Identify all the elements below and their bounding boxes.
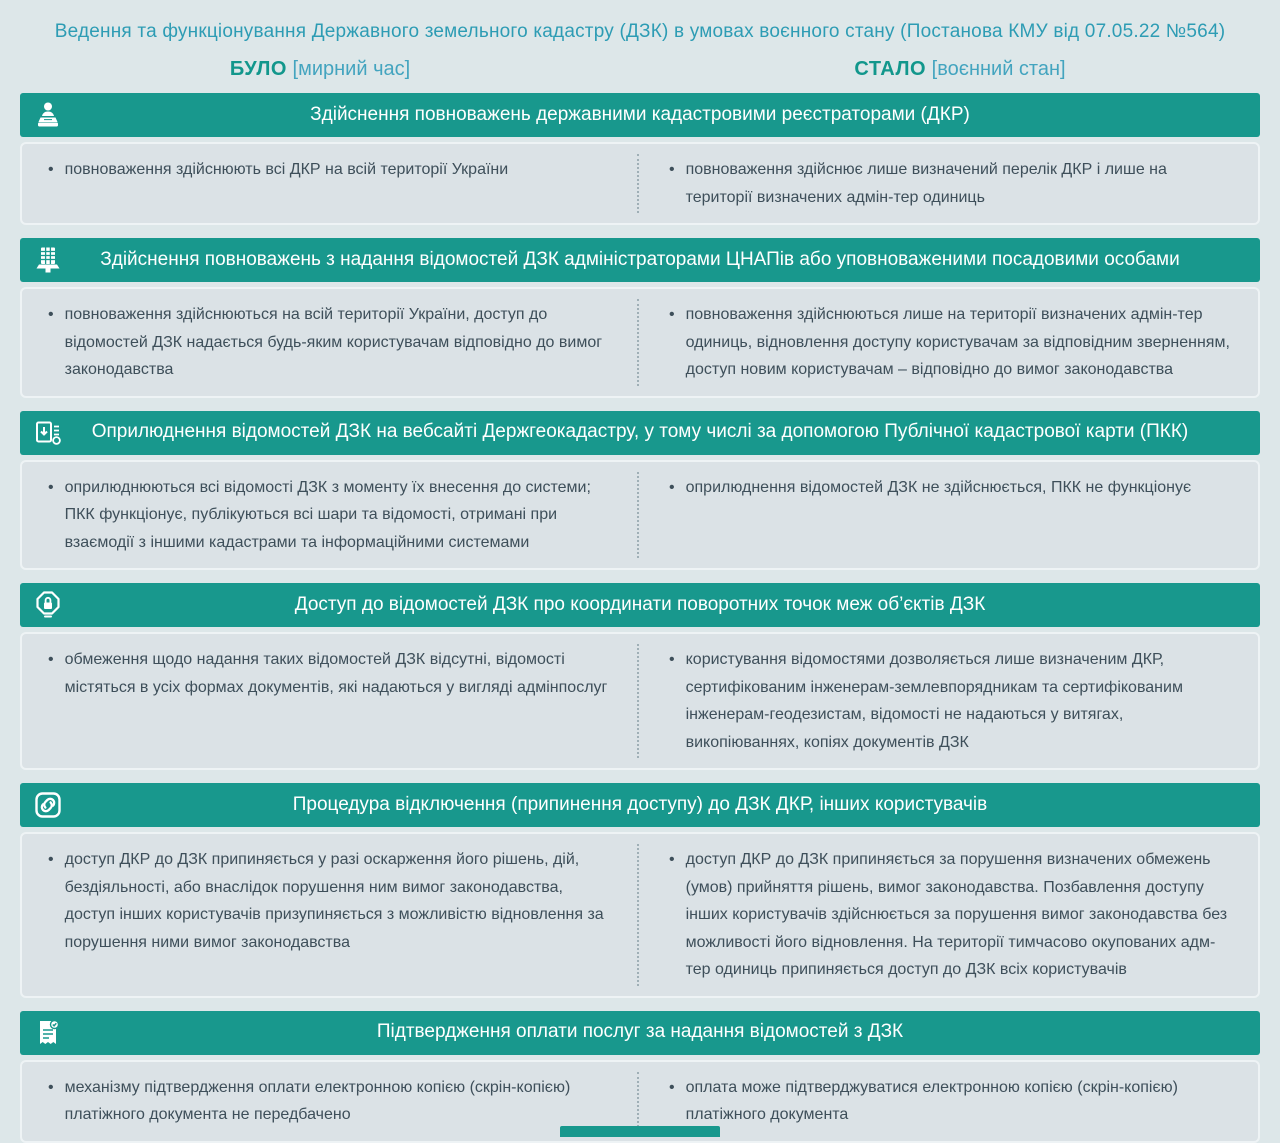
after-text: • оплата може підтверджуватися електронною копією (скрін-копією) платіжного документа xyxy=(685,1078,1178,1124)
before-column xyxy=(22,299,637,386)
before-bullet xyxy=(48,646,615,701)
before-column xyxy=(22,1072,637,1131)
before-bullet xyxy=(48,1074,615,1129)
section-header xyxy=(20,238,1260,282)
before-text: • механізму підтвердження оплати електронною копією (скрін-копією) платіжного документа не передбачено xyxy=(64,1078,571,1124)
after-bullet xyxy=(669,1074,1236,1129)
after-bullet xyxy=(669,846,1236,984)
secure-lock-icon xyxy=(31,588,65,622)
after-text: • повноваження здійснюються лише на території визначених адмін-тер одиниць, відновлення доступу користувачам за відповідним зверненням, доступ новим користувачам – відповідно до вимог законодавства xyxy=(685,306,1230,379)
section-title: Здійснення повноважень державними кадастровими реєстраторами (ДКР) xyxy=(310,103,970,125)
before-text: • повноваження здійснюють всі ДКР на всій території України xyxy=(64,161,509,178)
document-download-icon xyxy=(31,416,65,450)
column-label-before: БУЛО xyxy=(229,58,287,80)
after-column xyxy=(637,299,1258,386)
before-text: • повноваження здійснюються на всій території України, доступ до відомостей ДЗК надається будь-яким користувачам відповідно до вимог законодавства xyxy=(64,306,603,379)
section-cnap-powers xyxy=(20,238,1260,398)
before-text: • доступ ДКР до ДЗК припиняється у разі оскарження його рішень, дій, бездіяльності, або внаслідок порушення ним вимог законодавства, доступ інших користувачів призупиняється з можливістю відновлення за порушення ними вимог законодавства xyxy=(64,851,604,951)
column-headers xyxy=(0,58,1280,81)
section-disconnection-procedure xyxy=(20,783,1260,998)
after-column xyxy=(637,154,1258,213)
after-bullet xyxy=(669,301,1236,384)
after-text: • користування відомостями дозволяється лише визначеним ДКР, сертифікованим інженерам-землевпорядникам та сертифікованим інженерам-геодезистам, відомості не надаються у витягах, викопіюваннях, копіях документів ДЗК xyxy=(685,651,1183,751)
after-bullet xyxy=(669,646,1236,756)
before-bullet xyxy=(48,156,615,184)
before-column xyxy=(22,844,637,986)
payment-receipt-icon xyxy=(31,1016,65,1050)
section-title: Процедура відключення (припинення доступу) до ДЗК ДКР, інших користувачів xyxy=(292,793,988,815)
section-title: Підтвердження оплати послуг за надання відомостей з ДЗК xyxy=(376,1021,904,1043)
section-body xyxy=(20,287,1260,398)
section-header xyxy=(20,583,1260,627)
section-header xyxy=(20,93,1260,137)
section-body xyxy=(20,632,1260,770)
section-body xyxy=(20,832,1260,998)
section-publication-pkk xyxy=(20,411,1260,571)
section-title: Оприлюднення відомостей ДЗК на вебсайті Держгеокадастру, у тому числі за допомогою Публічної кадастрової карти (ПКК) xyxy=(91,421,1189,443)
broken-link-icon xyxy=(31,788,65,822)
before-column xyxy=(22,472,637,559)
column-header-before xyxy=(0,58,640,81)
after-bullet xyxy=(669,156,1236,211)
after-column xyxy=(637,472,1258,559)
after-column xyxy=(637,844,1258,986)
before-bullet xyxy=(48,846,615,956)
before-bullet xyxy=(48,474,615,557)
after-text: • доступ ДКР до ДЗК припиняється за порушення визначених обмежень (умов) прийняття рішень, вимог законодавства. Позбавлення доступу інших користувачів здійснюється за порушення вимог законодавства без можливості його відновлення. На території тимчасово окупованих адм-тер одиниць припиняється доступ до ДЗК всіх користувачів xyxy=(685,851,1228,979)
before-column xyxy=(22,154,637,213)
registrar-at-desk-icon xyxy=(31,98,65,132)
section-body xyxy=(20,460,1260,571)
section-payment-confirmation xyxy=(20,1011,1260,1143)
column-header-after xyxy=(640,58,1280,81)
sections-container xyxy=(0,93,1280,1143)
column-sublabel-before: [мирний час] xyxy=(292,58,411,80)
column-sublabel-after: [воєнний стан] xyxy=(931,58,1066,80)
after-text: • повноваження здійснює лише визначений перелік ДКР і лише на території визначених адмін-тер одиниць xyxy=(685,161,1167,206)
section-coordinates-access xyxy=(20,583,1260,770)
section-body xyxy=(20,142,1260,225)
section-header xyxy=(20,411,1260,455)
page-title: Ведення та функціонування Державного земельного кадастру (ДЗК) в умовах воєнного стану (Постанова КМУ від 07.05.22 №564) xyxy=(54,21,1226,42)
after-column xyxy=(637,644,1258,758)
section-registrar-powers xyxy=(20,93,1260,225)
after-text: • оприлюднення відомостей ДЗК не здійснюється, ПКК не функціонує xyxy=(685,478,1192,496)
before-bullet xyxy=(48,301,615,384)
after-column xyxy=(637,1072,1258,1131)
footer-bar xyxy=(560,1126,720,1137)
section-header xyxy=(20,1011,1260,1055)
before-column xyxy=(22,644,637,758)
column-label-after: СТАЛО xyxy=(854,58,927,80)
building-icon xyxy=(31,243,65,277)
before-text: • оприлюднюються всі відомості ДЗК з моменту їх внесення до системи; ПКК функціонує, публікуються всі шари та відомості, отримані при взаємодії з іншими кадастрами та інформаційними системами xyxy=(64,478,591,551)
section-title: Здійснення повноважень з надання відомостей ДЗК адміністраторами ЦНАПів або уповноваженими посадовими особами xyxy=(100,248,1180,270)
before-text: • обмеження щодо надання таких відомостей ДЗК відсутні, відомості містяться в усіх формах документів, які надаються у вигляді адмінпослуг xyxy=(64,651,608,696)
section-header xyxy=(20,783,1260,827)
section-title: Доступ до відомостей ДЗК про координати поворотних точок меж об’єктів ДЗК xyxy=(294,593,986,615)
after-bullet xyxy=(669,474,1236,502)
